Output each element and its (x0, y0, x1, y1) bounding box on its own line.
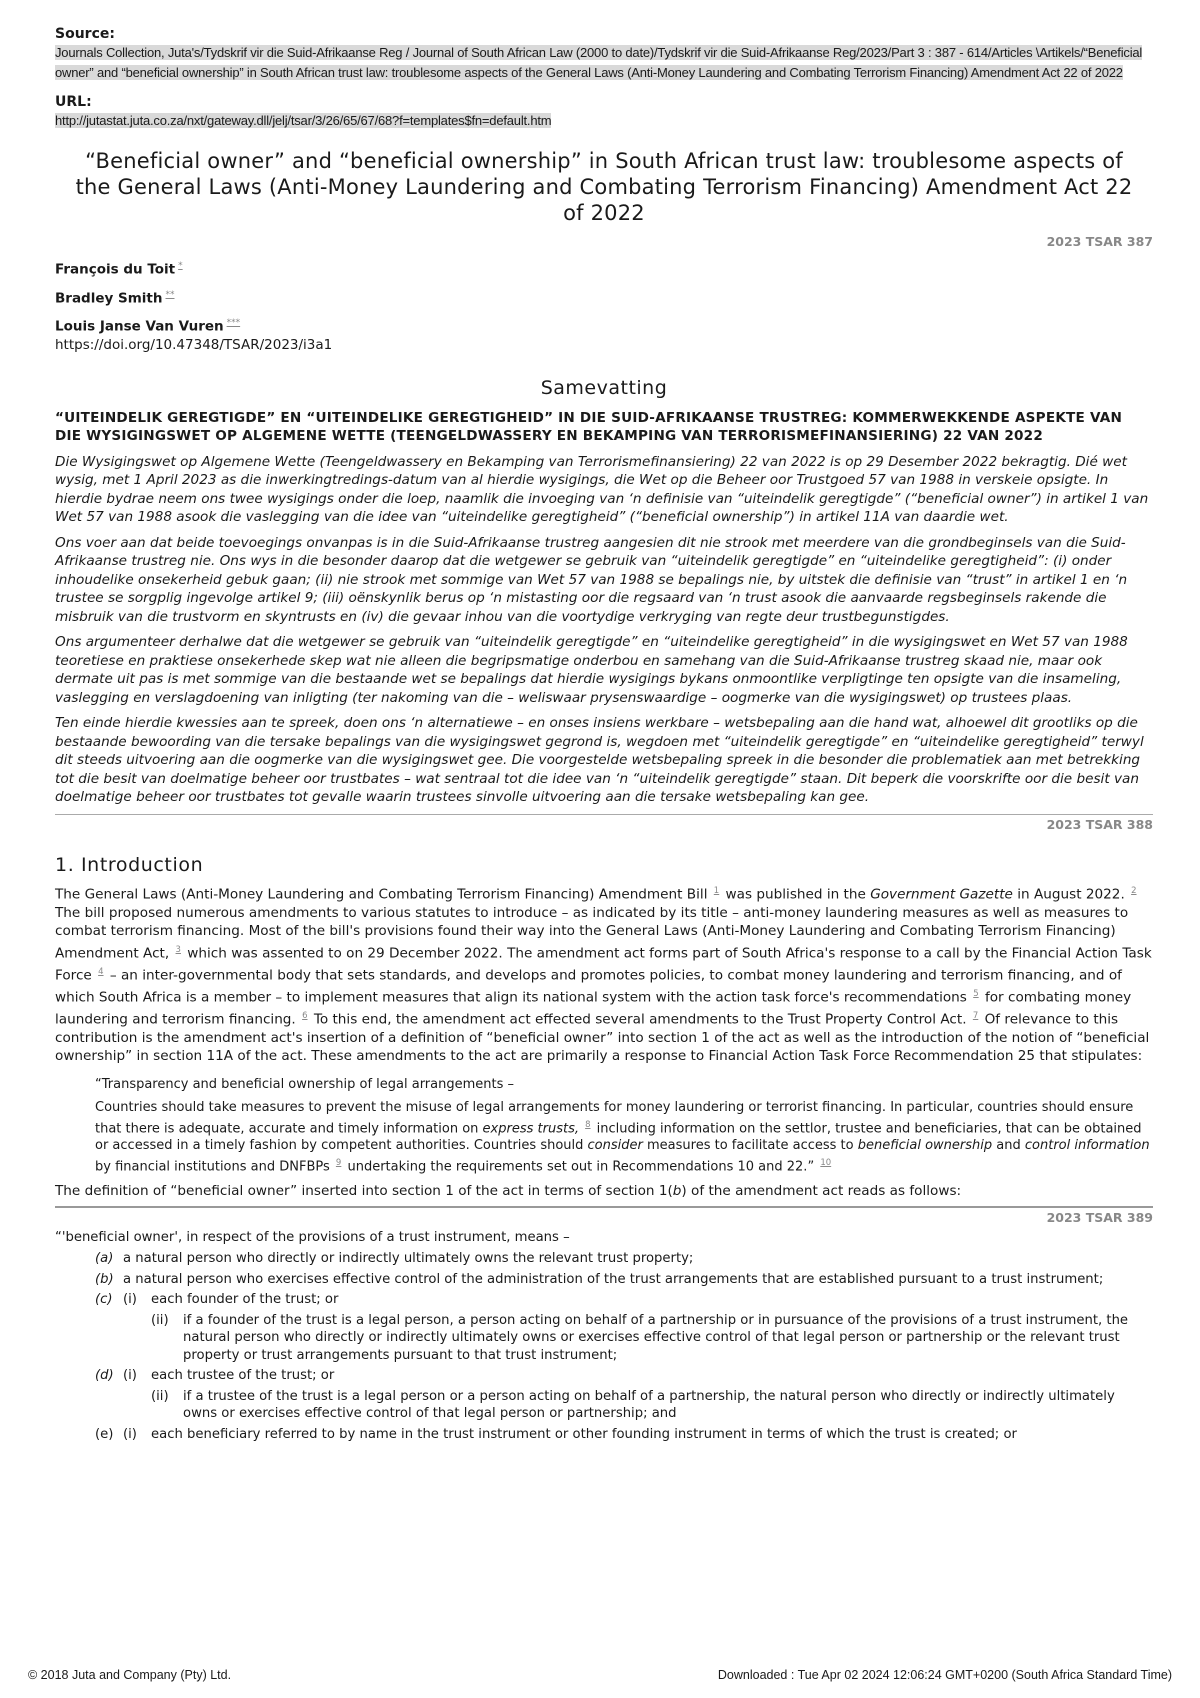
author-name: Bradley Smith (55, 290, 163, 306)
article-title: “Beneficial owner” and “beneficial ownership” in South African trust law: troublesome aspects of the General Laws (Anti-Money Laundering and Combating Terrorism Financing) Amendment Act 22 of 2022 (75, 149, 1133, 225)
definition-item-c-ii: (ii) if a founder of the trust is a legal person, a person acting on behalf of a partnership or in pursuance of the provisions of a trust instrument, the natural person who directly or indirectly ultimately owns or exercises effective control of that legal person or partnership or the relevant trust property or trust arrangements pursuant to that trust instrument; (151, 1312, 1129, 1363)
page-ref-388: 2023 TSAR 388 (1046, 816, 1153, 832)
author-3 (55, 318, 1153, 335)
page-divider (55, 1206, 1153, 1208)
source-text[interactable]: Journals Collection, Juta's/Tydskrif vir die Suid-Afrikaanse Reg / Journal of South African Law (2000 to date)/Tydskrif vir die Suid-Afrikaanse Reg/2023/Part 3 : 387 - 614/Articles \Artikels/“Beneficial owner” and “beneficial ownership” in South African trust law: troublesome aspects of the General Laws (Anti-Money Laundering and Combating Terrorism Financing) Amendment Act 22 of 2022 (55, 45, 1143, 80)
footnote-link-1[interactable]: 1 (713, 885, 720, 896)
summary-paragraph: Ten einde hierdie kwessies aan te spreek, doen ons ‘n alternatiewe – en onses insiens werkbare – wetsbepaling aan die hand wat, alhoewel dit grootliks op die bestaande bewoording van die tersake bepalings van die wysigingswet gegrond is, wegdoen met “uiteindelik geregtigde” en “uiteindelike geregtigheid” terwyl dit steeds uitvoering aan die oogmerke van die wysigingswet gee. Die voorgestelde wetsbepaling spreek in die besonder die problematiek aan met betrekking tot die besit van doelmatige beheer oor trustbates – wat sentraal tot die idee van ‘n “uiteindelik geregtigde” staan. Dit beperk die voorskrifte oor die besit van doelmatige beheer oor trustbates tot gevalle waarin trustees sinvolle uitvoering aan die tersake wetsbepaling kan gee. (55, 715, 1144, 805)
author-footnote-link[interactable]: * (178, 261, 183, 271)
author-1 (55, 261, 1153, 278)
author-footnote-link[interactable]: *** (226, 318, 241, 328)
definition-item-c: (c) (i) each founder of the trust; or (95, 1292, 339, 1308)
copyright: © 2018 Juta and Company (Pty) Ltd. (28, 1668, 232, 1682)
author-2 (55, 290, 1153, 307)
url-block (55, 94, 1153, 130)
author-name: François du Toit (55, 261, 176, 278)
summary-subheading: “UITEINDELIK GEREGTIGDE” EN “UITEINDELIKE GEREGTIGHEID” IN DIE SUID-AFRIKAANSE TRUSTREG: KOMMERWEKKENDE ASPEKTE VAN DIE WYSIGINGSWET OP ALGEMENE WETTE (TEENGELDWASSERY EN BEKAMPING VAN TERRORISMEFINANSIERING) 22 VAN 2022 (55, 409, 1123, 444)
definition-item-b: (b) a natural person who exercises effective control of the administration of the trust arrangements that are established pursuant to a trust instrument; (95, 1271, 1104, 1287)
footnote-link-3[interactable]: 3 (175, 944, 181, 955)
page-ref-389: 2023 TSAR 389 (1046, 1210, 1153, 1226)
summary-paragraph: Ons argumenteer derhalwe dat die wetgewer se gebruik van “uiteindelik geregtigde” en “uiteindelike geregtigheid” in die wysigingswet en Wet 57 van 1988 teoretiese en praktiese onsekerhede skep wat nie alleen die begripsmatige onderbou en samehang van die Suid-Afrikaanse trustreg skaad nie, maar ook dermate uit pas is met sommige van die bestaande wet se bepalings dat hierdie wysigings bykans onmoontlike verpligtinge ten opsigte van die insameling, vaslegging en verslagdoening van inligting (ter nakoming van die – weliswaar prysenswaardige – oogmerke van die wysigingswet) op trustees plaas. (55, 634, 1128, 706)
doi: https://doi.org/10.47348/TSAR/2023/i3a1 (55, 336, 333, 353)
summary-heading: Samevatting (540, 376, 668, 399)
quote-heading: “Transparency and beneficial ownership of legal arrangements – (95, 1076, 515, 1092)
footnote-link-10[interactable]: 10 (820, 1157, 832, 1168)
quote-body: Countries should take measures to prevent the misuse of legal arrangements for money laundering or terrorist financing. In particular, countries should ensure that there is adequate, accurate and timely information on express trusts, $^8$ including information on the settlor, trustee and beneficiaries, that can be obtained or accessed in a timely fashion by competent authorities. Countries should consider measures to facilitate access to beneficial ownership and control information by financial institutions and DNFBPs $^9$ undertaking the requirements set out in Recommendations 10 and 22.” $^{10}$ (95, 1100, 1150, 1175)
definition-item-a: (a) a natural person who directly or indirectly ultimately owns the relevant trust property; (95, 1251, 694, 1267)
footnote-link-4[interactable]: 4 (98, 966, 104, 977)
definition-item-e: (e) (i) each beneficiary referred to by name in the trust instrument or other founding instrument in terms of which the trust is created; or (95, 1426, 1017, 1442)
author-footnote-link[interactable]: ** (165, 289, 175, 300)
source-block (55, 26, 1153, 82)
summary-paragraph: Die Wysigingswet op Algemene Wette (Teengeldwassery en Bekamping van Terrorismefinansiering) 22 van 2022 is op 29 Desember 2022 bekragtig. Dié wet wysig, met 1 April 2023 as die inwerkingtredings-datum van al hierdie wysigings, die Wet op die Beheer oor Trustgoed 57 van 1988 in verskeie opsigte. In hierdie bydrae neem ons twee wysigings onder die loep, naamlik die invoeging van ‘n definisie van “uiteindelik geregtigde” (“beneficial owner”) in artikel 1 van Wet 57 van 1988 asook die vaslegging van die idee van “uiteindelike geregtigheid” (“beneficial ownership”) in artikel 11A van daardie wet. (55, 453, 1149, 525)
download-timestamp: Downloaded : Tue Apr 02 2024 12:06:24 GMT+0200 (South Africa Standard Time) (717, 1668, 1172, 1682)
recommendation-quote (95, 1076, 1153, 1176)
page-divider (55, 814, 1153, 815)
definition-item-d-ii: (ii) if a trustee of the trust is a legal person or a person acting on behalf of a partnership, the natural person who directly or indirectly ultimately owns or exercises effective control of that legal person or partnership; and (151, 1388, 1115, 1422)
summary-paragraph: Ons voer aan dat beide toevoegings onvanpas is in die Suid-Afrikaanse trustreg aangesien dit nie strook met meerdere van die grondbeginsels van die Suid-Afrikaanse trustreg nie. Ons wys in die besonder daarop dat die wetgewer se gebruik van “uiteindelik geregtigde” en “uiteindelike geregtigheid”: (i) onder inhoudelike onsekerheid gebuk gaan; (ii) nie strook met sommige van Wet 57 van 1988 se bepalings nie, by uitstek die definisie van “trust” in artikel 1 en ‘n trustee se sorgplig ingevolge artikel 9; (iii) oënskynlik berus op ‘n mistasting oor die regsaard van ‘n trust asook die aanvaarde regsbeginsels rakende die misbruik van die trustvorm en skyntrusts en (iv) die gevaar inhou van die voortydige verkryging van regte deur trustbegunstigdes. (55, 534, 1128, 625)
page-ref-387: 2023 TSAR 387 (1046, 234, 1153, 249)
page-footer (28, 1668, 1172, 1682)
definition-item-d: (d) (i) each trustee of the trust; or (95, 1368, 335, 1384)
definition-intro: “'beneficial owner', in respect of the provisions of a trust instrument, means – (55, 1230, 570, 1246)
url-label: URL: (55, 94, 92, 110)
author-name: Louis Janse Van Vuren (55, 318, 224, 335)
intro-paragraph-2: The definition of “beneficial owner” inserted into section 1 of the act in terms of section 1(b) of the amendment act reads as follows: (55, 1182, 962, 1199)
footnote-link-5[interactable]: 5 (973, 988, 979, 999)
url-link[interactable]: http://jutastat.juta.co.za/nxt/gateway.dll/jelj/tsar/3/26/65/67/68?f=templates$fn=default.htm (55, 113, 552, 128)
footnote-link-8[interactable]: 8 (585, 1119, 591, 1130)
footnote-link-9[interactable]: 9 (335, 1157, 342, 1168)
source-label: Source: (55, 26, 115, 42)
footnote-link-6[interactable]: 6 (302, 1010, 308, 1021)
document-page (55, 22, 1153, 1446)
footnote-link-2[interactable]: 2 (1131, 885, 1137, 896)
intro-paragraph-1: The General Laws (Anti-Money Laundering and Combating Terrorism Financing) Amendment Bill $^1$ was published in the Government Gazette in August 2022. $^2$ The bill proposed numerous amendments to various statutes to introduce – as indicated by its title – anti-money laundering measures as well as measures to combat terrorism financing. Most of the bill's provisions found their way into the General Laws (Anti-Money Laundering and Combating Terrorism Financing) Amendment Act, $^3$ which was assented to on 29 December 2022. The amendment act forms part of South Africa's response to a call by the Financial Action Task Force $^4$ – an inter-governmental body that sets standards, and develops and promotes policies, to combat money laundering and terrorism financing, and of which South Africa is a member – to implement measures that align its national system with the action task force's recommendations $^5$ for combating money laundering and terrorism financing. $^6$ To this end, the amendment act effected several amendments to the Trust Property Control Act. $^7$ Of relevance to this contribution is the amendment act's insertion of a definition of “beneficial owner” into section 1 of the act as well as the introduction of the notion of “beneficial ownership” in section 11A of the act. These amendments to the act are primarily a response to Financial Action Task Force Recommendation 25 that stipulates: (55, 885, 1152, 1065)
intro-heading: 1. Introduction (55, 853, 204, 876)
footnote-link-7[interactable]: 7 (972, 1010, 979, 1021)
